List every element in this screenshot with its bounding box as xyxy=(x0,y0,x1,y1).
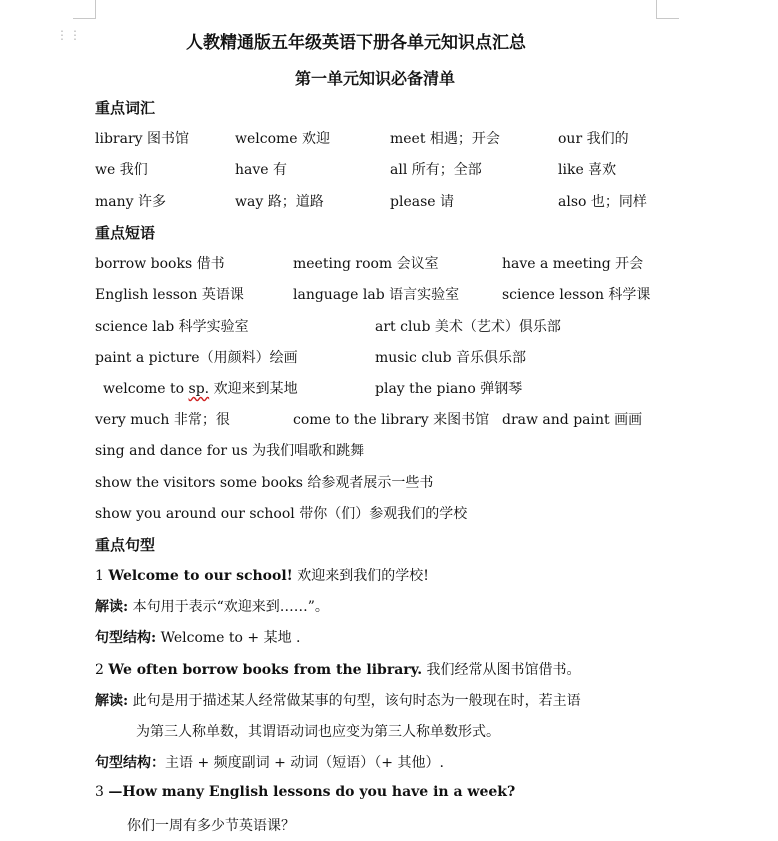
page-corner-marker xyxy=(73,0,96,19)
sentence-number: 3 xyxy=(95,784,109,800)
spellcheck-word: sp. xyxy=(188,381,210,397)
vocab-item: like 喜欢 xyxy=(558,162,617,178)
sentence-number: 2 xyxy=(95,662,109,678)
structure-text: 主语 + 频度副词 + 动词（短语）（+ 其他）. xyxy=(165,755,444,771)
phrase-item: art club 美术（艺术）俱乐部 xyxy=(375,319,561,335)
vocab-item: we 我们 xyxy=(95,162,148,178)
vocab-item: welcome 欢迎 xyxy=(235,131,331,147)
phrase-item: sing and dance for us 为我们唱歌和跳舞 xyxy=(95,443,365,459)
vocab-item: please 请 xyxy=(390,194,454,210)
document-title: 人教精通版五年级英语下册各单元知识点汇总 xyxy=(186,33,526,53)
vocab-item: have 有 xyxy=(235,162,288,178)
vocab-item: meet 相遇；开会 xyxy=(390,131,500,147)
phrases-heading: 重点短语 xyxy=(95,224,156,242)
phrase-item: science lab 科学实验室 xyxy=(95,319,249,335)
sentence-2-structure xyxy=(95,752,444,772)
vocab-heading: 重点词汇 xyxy=(95,99,156,117)
sentence-number: 1 xyxy=(95,568,109,584)
vocab-item: library 图书馆 xyxy=(95,131,190,147)
phrase-item: meeting room 会议室 xyxy=(293,256,439,272)
phrase-item: music club 音乐俱乐部 xyxy=(375,350,526,366)
sentence-1-structure xyxy=(95,627,301,647)
structure-label: 句型结构： xyxy=(95,755,165,771)
phrase-item: play the piano 弹钢琴 xyxy=(375,381,523,397)
page-corner-marker xyxy=(656,0,679,19)
phrase-item xyxy=(103,378,298,398)
phrase-item: very much 非常；很 xyxy=(95,412,230,428)
sentence-english: We often borrow books from the library. xyxy=(108,662,423,678)
sentence-3 xyxy=(95,784,515,800)
phrase-item: show you around our school 带你（们）参观我们的学校 xyxy=(95,506,468,522)
phrase-item: show the visitors some books 给参观者展示一些书 xyxy=(95,475,434,491)
sentence-1 xyxy=(95,565,429,585)
explain-label: 解读: xyxy=(95,599,129,615)
sentence-2 xyxy=(95,659,581,679)
sentences-heading: 重点句型 xyxy=(95,536,156,554)
vocab-item: our 我们的 xyxy=(558,131,629,147)
explain-label: 解读: xyxy=(95,693,129,709)
structure-text: Welcome to + 某地 . xyxy=(156,630,301,646)
sentence-english: —How many English lessons do you have in a week? xyxy=(108,784,516,800)
phrase-item: English lesson 英语课 xyxy=(95,287,244,303)
sentence-chinese: 欢迎来到我们的学校! xyxy=(292,568,429,584)
sentence-3-chinese: 你们一周有多少节英语课？ xyxy=(127,818,295,834)
structure-label: 句型结构: xyxy=(95,630,157,646)
vocab-item: all 所有；全部 xyxy=(390,162,482,178)
sentence-chinese: 我们经常从图书馆借书。 xyxy=(422,662,581,678)
sentence-english: Welcome to our school! xyxy=(108,568,293,584)
sentence-2-explanation-cont: 为第三人称单数，其谓语动词也应变为第三人称单数形式。 xyxy=(136,724,500,740)
phrase-item: paint a picture（用颜料）绘画 xyxy=(95,350,298,366)
phrase-item: draw and paint 画画 xyxy=(502,412,643,428)
phrase-item: borrow books 借书 xyxy=(95,256,225,272)
sentence-1-explanation xyxy=(95,596,329,616)
drag-handle-icon[interactable]: ⋮⋮ xyxy=(56,28,82,42)
phrase-item: have a meeting 开会 xyxy=(502,256,644,272)
phrase-text: welcome to xyxy=(103,381,189,397)
sentence-2-explanation xyxy=(95,690,581,710)
phrase-item: language lab 语言实验室 xyxy=(293,287,460,303)
vocab-item: way 路；道路 xyxy=(235,194,324,210)
explain-text: 此句是用于描述某人经常做某事的句型，该句时态为一般现在时，若主语 xyxy=(128,693,581,709)
phrase-item: science lesson 科学课 xyxy=(502,287,651,303)
explain-text: 本句用于表示“欢迎来到……”。 xyxy=(128,599,329,615)
phrase-text: 欢迎来到某地 xyxy=(209,381,298,397)
vocab-item: also 也；同样 xyxy=(558,194,647,210)
vocab-item: many 许多 xyxy=(95,194,166,210)
phrase-item: come to the library 来图书馆 xyxy=(293,412,490,428)
unit-title: 第一单元知识必备清单 xyxy=(295,69,456,88)
